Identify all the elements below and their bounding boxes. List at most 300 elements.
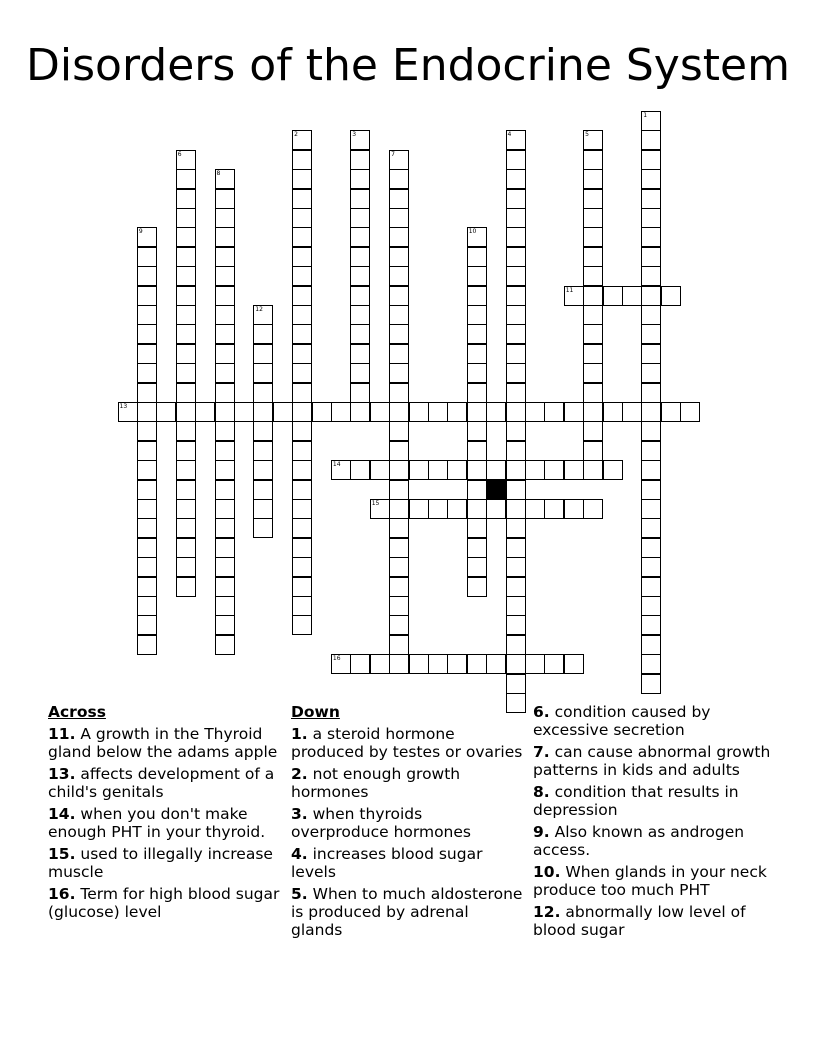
grid-cell[interactable] <box>641 577 661 597</box>
grid-cell[interactable] <box>641 460 661 480</box>
grid-cell[interactable] <box>389 383 409 403</box>
grid-cell[interactable] <box>525 402 545 422</box>
grid-cell[interactable] <box>641 305 661 325</box>
grid-cell[interactable] <box>641 247 661 267</box>
grid-cell[interactable] <box>331 402 351 422</box>
grid-cell[interactable] <box>292 227 312 247</box>
grid-cell[interactable] <box>176 247 196 267</box>
grid-cell[interactable] <box>467 518 487 538</box>
grid-cell[interactable] <box>447 499 467 519</box>
grid-cell[interactable] <box>350 363 370 383</box>
grid-cell[interactable] <box>506 363 526 383</box>
grid-cell[interactable] <box>292 557 312 577</box>
grid-cell[interactable] <box>176 460 196 480</box>
grid-cell[interactable] <box>350 402 370 422</box>
grid-cell[interactable] <box>564 286 584 306</box>
grid-cell[interactable] <box>467 286 487 306</box>
grid-cell[interactable] <box>389 480 409 500</box>
grid-cell[interactable] <box>176 538 196 558</box>
grid-cell[interactable] <box>253 363 273 383</box>
grid-cell[interactable] <box>292 596 312 616</box>
grid-cell[interactable] <box>506 344 526 364</box>
grid-cell[interactable] <box>176 266 196 286</box>
grid-cell[interactable] <box>137 635 157 655</box>
grid-cell[interactable] <box>641 169 661 189</box>
grid-cell[interactable] <box>467 266 487 286</box>
grid-cell[interactable] <box>292 538 312 558</box>
grid-cell[interactable] <box>292 130 312 150</box>
grid-cell[interactable] <box>215 169 235 189</box>
grid-cell[interactable] <box>603 402 623 422</box>
grid-cell[interactable] <box>350 150 370 170</box>
grid-cell[interactable] <box>195 402 215 422</box>
grid-cell[interactable] <box>506 615 526 635</box>
grid-cell[interactable] <box>215 596 235 616</box>
grid-cell[interactable] <box>409 654 429 674</box>
grid-cell[interactable] <box>292 441 312 461</box>
grid-cell[interactable] <box>176 441 196 461</box>
grid-cell[interactable] <box>641 130 661 150</box>
grid-cell[interactable] <box>215 480 235 500</box>
grid-cell[interactable] <box>176 324 196 344</box>
grid-cell[interactable] <box>176 518 196 538</box>
grid-cell[interactable] <box>506 189 526 209</box>
grid-cell[interactable] <box>506 480 526 500</box>
grid-cell[interactable] <box>564 499 584 519</box>
grid-cell[interactable] <box>583 150 603 170</box>
grid-cell[interactable] <box>506 324 526 344</box>
grid-cell[interactable] <box>215 402 235 422</box>
grid-cell[interactable] <box>215 421 235 441</box>
grid-cell[interactable] <box>156 402 176 422</box>
grid-cell[interactable] <box>215 227 235 247</box>
grid-cell[interactable] <box>389 654 409 674</box>
grid-cell[interactable] <box>350 130 370 150</box>
grid-cell[interactable] <box>641 150 661 170</box>
grid-cell[interactable] <box>215 557 235 577</box>
grid-cell[interactable] <box>215 266 235 286</box>
grid-cell[interactable] <box>350 266 370 286</box>
grid-cell[interactable] <box>389 286 409 306</box>
grid-cell[interactable] <box>467 363 487 383</box>
grid-cell[interactable] <box>176 363 196 383</box>
grid-cell[interactable] <box>583 130 603 150</box>
grid-cell[interactable] <box>544 402 564 422</box>
grid-cell[interactable] <box>137 324 157 344</box>
grid-cell[interactable] <box>583 169 603 189</box>
grid-cell[interactable] <box>137 441 157 461</box>
grid-cell[interactable] <box>641 615 661 635</box>
grid-cell[interactable] <box>467 305 487 325</box>
grid-cell[interactable] <box>467 480 487 500</box>
grid-cell[interactable] <box>467 383 487 403</box>
grid-cell[interactable] <box>506 596 526 616</box>
grid-cell[interactable] <box>389 266 409 286</box>
grid-cell[interactable] <box>350 227 370 247</box>
grid-cell[interactable] <box>409 402 429 422</box>
grid-cell[interactable] <box>564 654 584 674</box>
grid-cell[interactable] <box>583 266 603 286</box>
grid-cell[interactable] <box>622 402 642 422</box>
grid-cell[interactable] <box>176 577 196 597</box>
grid-cell[interactable] <box>176 383 196 403</box>
grid-cell[interactable] <box>292 189 312 209</box>
grid-cell[interactable] <box>137 266 157 286</box>
grid-cell[interactable] <box>641 189 661 209</box>
grid-cell[interactable] <box>486 499 506 519</box>
grid-cell[interactable] <box>661 402 681 422</box>
grid-cell[interactable] <box>641 518 661 538</box>
grid-cell[interactable] <box>292 499 312 519</box>
grid-cell[interactable] <box>176 557 196 577</box>
grid-cell[interactable] <box>641 538 661 558</box>
grid-cell[interactable] <box>389 402 409 422</box>
grid-cell[interactable] <box>137 383 157 403</box>
grid-cell[interactable] <box>447 654 467 674</box>
grid-cell[interactable] <box>506 577 526 597</box>
grid-cell[interactable] <box>389 538 409 558</box>
grid-cell[interactable] <box>583 441 603 461</box>
grid-cell[interactable] <box>641 499 661 519</box>
grid-cell[interactable] <box>641 286 661 306</box>
grid-cell[interactable] <box>583 363 603 383</box>
grid-cell[interactable] <box>544 460 564 480</box>
grid-cell[interactable] <box>253 402 273 422</box>
grid-cell[interactable] <box>641 208 661 228</box>
grid-cell[interactable] <box>583 499 603 519</box>
grid-cell[interactable] <box>292 402 312 422</box>
grid-cell[interactable] <box>137 286 157 306</box>
grid-cell[interactable] <box>292 518 312 538</box>
grid-cell[interactable] <box>428 460 448 480</box>
grid-cell[interactable] <box>583 247 603 267</box>
grid-cell[interactable] <box>292 615 312 635</box>
grid-cell[interactable] <box>506 441 526 461</box>
grid-cell[interactable] <box>389 324 409 344</box>
grid-cell[interactable] <box>506 247 526 267</box>
grid-cell[interactable] <box>350 344 370 364</box>
grid-cell[interactable] <box>467 538 487 558</box>
grid-cell[interactable] <box>215 286 235 306</box>
grid-cell[interactable] <box>428 654 448 674</box>
grid-cell[interactable] <box>544 654 564 674</box>
grid-cell[interactable] <box>137 227 157 247</box>
grid-cell[interactable] <box>525 460 545 480</box>
grid-cell[interactable] <box>467 227 487 247</box>
grid-cell[interactable] <box>215 441 235 461</box>
grid-cell[interactable] <box>641 402 661 422</box>
grid-cell[interactable] <box>253 421 273 441</box>
grid-cell[interactable] <box>215 363 235 383</box>
grid-cell[interactable] <box>215 189 235 209</box>
grid-cell[interactable] <box>641 383 661 403</box>
grid-cell[interactable] <box>350 208 370 228</box>
grid-cell[interactable] <box>641 557 661 577</box>
grid-cell[interactable] <box>331 654 351 674</box>
grid-cell[interactable] <box>409 460 429 480</box>
grid-cell[interactable] <box>389 247 409 267</box>
grid-cell[interactable] <box>137 577 157 597</box>
grid-cell[interactable] <box>137 499 157 519</box>
grid-cell[interactable] <box>292 208 312 228</box>
grid-cell[interactable] <box>253 518 273 538</box>
grid-cell[interactable] <box>137 480 157 500</box>
grid-cell[interactable] <box>622 286 642 306</box>
grid-cell[interactable] <box>467 247 487 267</box>
grid-cell[interactable] <box>389 189 409 209</box>
grid-cell[interactable] <box>641 674 661 694</box>
grid-cell[interactable] <box>389 499 409 519</box>
grid-cell[interactable] <box>389 169 409 189</box>
grid-cell[interactable] <box>292 305 312 325</box>
grid-cell[interactable] <box>506 286 526 306</box>
grid-cell[interactable] <box>176 499 196 519</box>
grid-cell[interactable] <box>389 635 409 655</box>
grid-cell[interactable] <box>176 480 196 500</box>
grid-cell[interactable] <box>137 305 157 325</box>
grid-cell[interactable] <box>389 150 409 170</box>
grid-cell[interactable] <box>350 460 370 480</box>
grid-cell[interactable] <box>292 460 312 480</box>
grid-cell[interactable] <box>525 499 545 519</box>
grid-cell[interactable] <box>506 538 526 558</box>
grid-cell[interactable] <box>350 189 370 209</box>
grid-cell[interactable] <box>292 421 312 441</box>
grid-cell[interactable] <box>506 460 526 480</box>
grid-cell[interactable] <box>389 557 409 577</box>
grid-cell[interactable] <box>215 324 235 344</box>
grid-cell[interactable] <box>292 324 312 344</box>
grid-cell[interactable] <box>583 305 603 325</box>
grid-cell[interactable] <box>215 247 235 267</box>
grid-cell[interactable] <box>312 402 332 422</box>
grid-cell[interactable] <box>292 150 312 170</box>
grid-cell[interactable] <box>253 460 273 480</box>
grid-cell[interactable] <box>506 169 526 189</box>
grid-cell[interactable] <box>467 577 487 597</box>
grid-cell[interactable] <box>292 286 312 306</box>
grid-cell[interactable] <box>215 344 235 364</box>
grid-cell[interactable] <box>253 441 273 461</box>
grid-cell[interactable] <box>389 363 409 383</box>
grid-cell[interactable] <box>350 383 370 403</box>
grid-cell[interactable] <box>583 460 603 480</box>
grid-cell[interactable] <box>506 305 526 325</box>
grid-cell[interactable] <box>506 674 526 694</box>
grid-cell[interactable] <box>583 208 603 228</box>
grid-cell[interactable] <box>370 402 390 422</box>
grid-cell[interactable] <box>641 441 661 461</box>
grid-cell[interactable] <box>583 189 603 209</box>
grid-cell[interactable] <box>641 654 661 674</box>
grid-cell[interactable] <box>564 460 584 480</box>
grid-cell[interactable] <box>467 499 487 519</box>
grid-cell[interactable] <box>215 615 235 635</box>
grid-cell[interactable] <box>215 518 235 538</box>
grid-cell[interactable] <box>583 383 603 403</box>
grid-cell[interactable] <box>641 480 661 500</box>
grid-cell[interactable] <box>389 518 409 538</box>
grid-cell[interactable] <box>641 596 661 616</box>
grid-cell[interactable] <box>118 402 138 422</box>
grid-cell[interactable] <box>292 247 312 267</box>
grid-cell[interactable] <box>583 421 603 441</box>
grid-cell[interactable] <box>641 363 661 383</box>
grid-cell[interactable] <box>292 344 312 364</box>
grid-cell[interactable] <box>215 538 235 558</box>
grid-cell[interactable] <box>292 577 312 597</box>
grid-cell[interactable] <box>389 305 409 325</box>
grid-cell[interactable] <box>350 169 370 189</box>
grid-cell[interactable] <box>506 518 526 538</box>
grid-cell[interactable] <box>137 402 157 422</box>
grid-cell[interactable] <box>641 324 661 344</box>
grid-cell[interactable] <box>137 538 157 558</box>
grid-cell[interactable] <box>447 402 467 422</box>
grid-cell[interactable] <box>389 460 409 480</box>
grid-cell[interactable] <box>253 324 273 344</box>
grid-cell[interactable] <box>137 557 157 577</box>
grid-cell[interactable] <box>253 305 273 325</box>
grid-cell[interactable] <box>292 266 312 286</box>
grid-cell[interactable] <box>428 499 448 519</box>
grid-cell[interactable] <box>137 421 157 441</box>
grid-cell[interactable] <box>661 286 681 306</box>
grid-cell[interactable] <box>486 402 506 422</box>
grid-cell[interactable] <box>506 499 526 519</box>
grid-cell[interactable] <box>389 344 409 364</box>
grid-cell[interactable] <box>215 577 235 597</box>
grid-cell[interactable] <box>176 208 196 228</box>
grid-cell[interactable] <box>467 441 487 461</box>
grid-cell[interactable] <box>137 363 157 383</box>
grid-cell[interactable] <box>176 169 196 189</box>
grid-cell[interactable] <box>583 227 603 247</box>
grid-cell[interactable] <box>215 460 235 480</box>
grid-cell[interactable] <box>603 286 623 306</box>
grid-cell[interactable] <box>447 460 467 480</box>
grid-cell[interactable] <box>370 654 390 674</box>
grid-cell[interactable] <box>350 654 370 674</box>
grid-cell[interactable] <box>583 344 603 364</box>
grid-cell[interactable] <box>137 344 157 364</box>
grid-cell[interactable] <box>370 460 390 480</box>
grid-cell[interactable] <box>506 150 526 170</box>
grid-cell[interactable] <box>176 150 196 170</box>
grid-cell[interactable] <box>525 654 545 674</box>
grid-cell[interactable] <box>370 499 390 519</box>
grid-cell[interactable] <box>428 402 448 422</box>
grid-cell[interactable] <box>273 402 293 422</box>
grid-cell[interactable] <box>176 189 196 209</box>
grid-cell[interactable] <box>389 577 409 597</box>
grid-cell[interactable] <box>389 208 409 228</box>
grid-cell[interactable] <box>641 344 661 364</box>
grid-cell[interactable] <box>467 654 487 674</box>
grid-cell[interactable] <box>176 227 196 247</box>
grid-cell[interactable] <box>506 557 526 577</box>
grid-cell[interactable] <box>350 286 370 306</box>
grid-cell[interactable] <box>215 383 235 403</box>
grid-cell[interactable] <box>486 460 506 480</box>
grid-cell[interactable] <box>467 344 487 364</box>
grid-cell[interactable] <box>253 480 273 500</box>
grid-cell[interactable] <box>389 227 409 247</box>
grid-cell[interactable] <box>486 654 506 674</box>
grid-cell[interactable] <box>467 324 487 344</box>
grid-cell[interactable] <box>176 344 196 364</box>
grid-cell[interactable] <box>409 499 429 519</box>
grid-cell[interactable] <box>215 208 235 228</box>
grid-cell[interactable] <box>292 169 312 189</box>
grid-cell[interactable] <box>641 266 661 286</box>
grid-cell[interactable] <box>506 266 526 286</box>
grid-cell[interactable] <box>641 111 661 131</box>
grid-cell[interactable] <box>506 227 526 247</box>
grid-cell[interactable] <box>506 402 526 422</box>
grid-cell[interactable] <box>544 499 564 519</box>
grid-cell[interactable] <box>641 635 661 655</box>
grid-cell[interactable] <box>215 635 235 655</box>
grid-cell[interactable] <box>583 402 603 422</box>
grid-cell[interactable] <box>253 499 273 519</box>
grid-cell[interactable] <box>389 615 409 635</box>
grid-cell[interactable] <box>253 344 273 364</box>
grid-cell[interactable] <box>350 305 370 325</box>
grid-cell[interactable] <box>389 441 409 461</box>
grid-cell[interactable] <box>176 421 196 441</box>
grid-cell[interactable] <box>506 635 526 655</box>
grid-cell[interactable] <box>137 596 157 616</box>
grid-cell[interactable] <box>350 247 370 267</box>
grid-cell[interactable] <box>176 305 196 325</box>
grid-cell[interactable] <box>176 402 196 422</box>
grid-cell[interactable] <box>137 615 157 635</box>
grid-cell[interactable] <box>603 460 623 480</box>
grid-cell[interactable] <box>253 383 273 403</box>
grid-cell[interactable] <box>176 286 196 306</box>
grid-cell[interactable] <box>215 499 235 519</box>
grid-cell[interactable] <box>137 518 157 538</box>
grid-cell[interactable] <box>506 383 526 403</box>
grid-cell[interactable] <box>506 130 526 150</box>
grid-cell[interactable] <box>292 480 312 500</box>
grid-cell[interactable] <box>467 402 487 422</box>
grid-cell[interactable] <box>506 421 526 441</box>
grid-cell[interactable] <box>583 324 603 344</box>
grid-cell[interactable] <box>467 460 487 480</box>
grid-cell[interactable] <box>350 324 370 344</box>
grid-cell[interactable] <box>564 402 584 422</box>
grid-cell[interactable] <box>583 286 603 306</box>
grid-cell[interactable] <box>292 363 312 383</box>
grid-cell[interactable] <box>389 421 409 441</box>
grid-cell[interactable] <box>331 460 351 480</box>
grid-cell[interactable] <box>641 227 661 247</box>
grid-cell[interactable] <box>137 460 157 480</box>
grid-cell[interactable] <box>467 557 487 577</box>
grid-cell[interactable] <box>680 402 700 422</box>
grid-cell[interactable] <box>292 383 312 403</box>
grid-cell[interactable] <box>506 654 526 674</box>
grid-cell[interactable] <box>215 305 235 325</box>
grid-cell[interactable] <box>641 421 661 441</box>
grid-cell[interactable] <box>137 247 157 267</box>
grid-cell[interactable] <box>506 208 526 228</box>
grid-cell[interactable] <box>234 402 254 422</box>
grid-cell[interactable] <box>467 421 487 441</box>
grid-cell[interactable] <box>389 596 409 616</box>
